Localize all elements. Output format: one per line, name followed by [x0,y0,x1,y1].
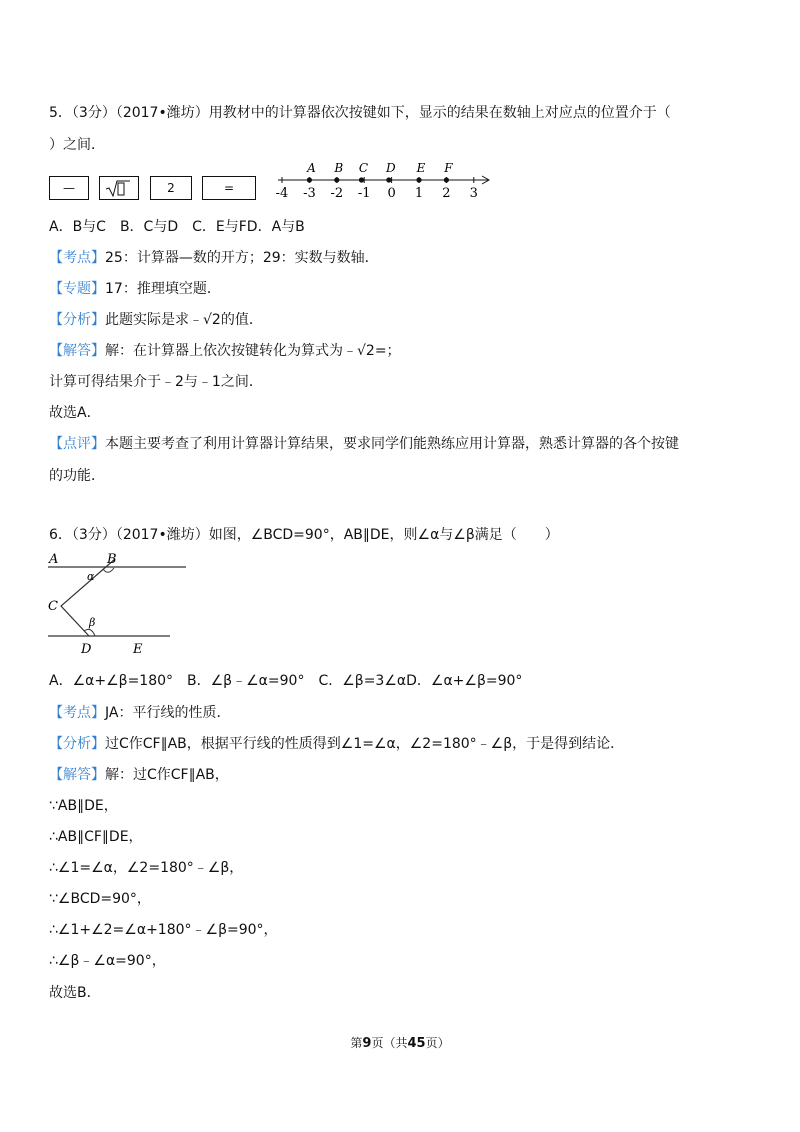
dianping-tag: 【点评】 [49,436,105,452]
number-line-tick-label: -2 [330,186,344,201]
dianping-text: 本题主要考查了利用计算器计算结果，要求同学们能熟练应用计算器，熟悉计算器的各个按键 [105,436,679,452]
number-line-tick-label: 1 [414,186,424,201]
q5-stem-line2: ）之间． [49,137,105,153]
calc-key-sqrt [99,176,139,200]
q6-step: ∴∠β﹣∠α=90°， [49,953,166,969]
label-E: E [133,642,143,657]
label-alpha: α [87,570,95,583]
q5-dianping-cont: 的功能． [49,468,105,484]
page-footer [0,1034,800,1051]
footer-total-pages: 45 [407,1036,426,1051]
kaodian-tag: 【考点】 [49,250,105,266]
kaodian-tag: 【考点】 [49,705,105,721]
footer-prefix: 第 [350,1036,363,1050]
footer-page-number: 9 [362,1036,372,1051]
kaodian-text: JA：平行线的性质． [105,705,231,721]
q6-stem: 6．（3分）（2017•潍坊）如图，∠BCD=90°，AB∥DE，则∠α与∠β满足（ ） [49,527,559,543]
number-line-point [444,177,449,182]
number-line-tick-label: -4 [275,186,289,201]
number-line-point [359,177,364,182]
q5-kaodian [49,248,379,268]
q6-step: ∵AB∥DE， [49,798,118,814]
q6-step: ∵∠BCD=90°， [49,891,151,907]
number-line-tick-label: 2 [442,186,451,201]
zhuanti-text: 17：推理填空题． [105,281,221,297]
q6-step: ∴∠1+∠2=∠α+180°﹣∠β=90°， [49,922,278,938]
number-line-point-label: C [358,161,369,175]
q6-fenxi [49,734,624,754]
parallel-lines-figure [44,549,192,657]
number-line-point [416,177,421,182]
q6-jieda [49,765,229,785]
q5-zhuanti [49,279,221,299]
q6-kaodian [49,703,230,723]
kaodian-text: 25：计算器—数的开方；29：实数与数轴． [105,250,379,266]
number-line-point [307,177,312,182]
footer-suffix: 页） [425,1036,450,1050]
label-D: D [81,642,92,657]
q5-dianping [49,434,679,454]
q5-jieda [49,341,401,361]
q6-options: A．∠α+∠β=180° B．∠β﹣∠α=90° C．∠β=3∠αD．∠α+∠β=90° [49,673,523,689]
fenxi-text: 此题实际是求﹣√2的值． [105,312,263,328]
jieda-tag: 【解答】 [49,343,105,359]
number-line-figure [268,156,496,202]
number-line-point-label: F [444,161,453,175]
q6-step: ∴∠1=∠α，∠2=180°﹣∠β， [49,860,244,876]
footer-mid: 页（共 [371,1036,408,1050]
label-B: B [107,552,117,567]
q5-options: A．B与C B．C与D C．E与FD．A与B [49,219,305,235]
number-line-point-label: E [416,161,426,175]
fenxi-tag: 【分析】 [49,736,105,752]
number-line-point-label: D [386,161,396,175]
number-line-point [334,177,339,182]
number-line-point-label: B [334,161,344,175]
number-line-tick-label: 0 [387,186,396,201]
q6-answer: 故选B． [49,985,101,1001]
jieda-tag: 【解答】 [49,767,105,783]
label-beta: β [89,616,96,629]
jieda-text: 解：在计算器上依次按键转化为算式为﹣√2=； [105,343,401,359]
jieda-text: 解：过C作CF∥AB， [105,767,229,783]
q5-stem-line1: 5．（3分）（2017•潍坊）用教材中的计算器依次按键如下，显示的结果在数轴上对应点的位置介于（ [49,105,671,121]
label-C: C [48,599,58,614]
q5-answer: 故选A． [49,405,101,421]
sqrt-key-icon [100,177,138,199]
calc-key-2: 2 [150,176,192,200]
fenxi-tag: 【分析】 [49,312,105,328]
zhuanti-tag: 【专题】 [49,281,105,297]
number-line-tick-label: -1 [357,186,371,201]
number-line-point-label: A [307,161,316,175]
q6-step: ∴AB∥CF∥DE， [49,829,143,845]
q5-calc-result: 计算可得结果介于﹣2与﹣1之间． [49,374,263,390]
label-A: A [49,552,59,567]
number-line-point [386,177,391,182]
number-line-tick-label: -3 [303,186,316,201]
q5-fenxi [49,310,263,330]
fenxi-text: 过C作CF∥AB，根据平行线的性质得到∠1=∠α，∠2=180°﹣∠β，于是得到结论． [105,736,625,752]
calc-key-minus: — [49,176,89,200]
calc-key-equals: = [202,176,256,200]
number-line-tick-label: 3 [469,186,478,201]
